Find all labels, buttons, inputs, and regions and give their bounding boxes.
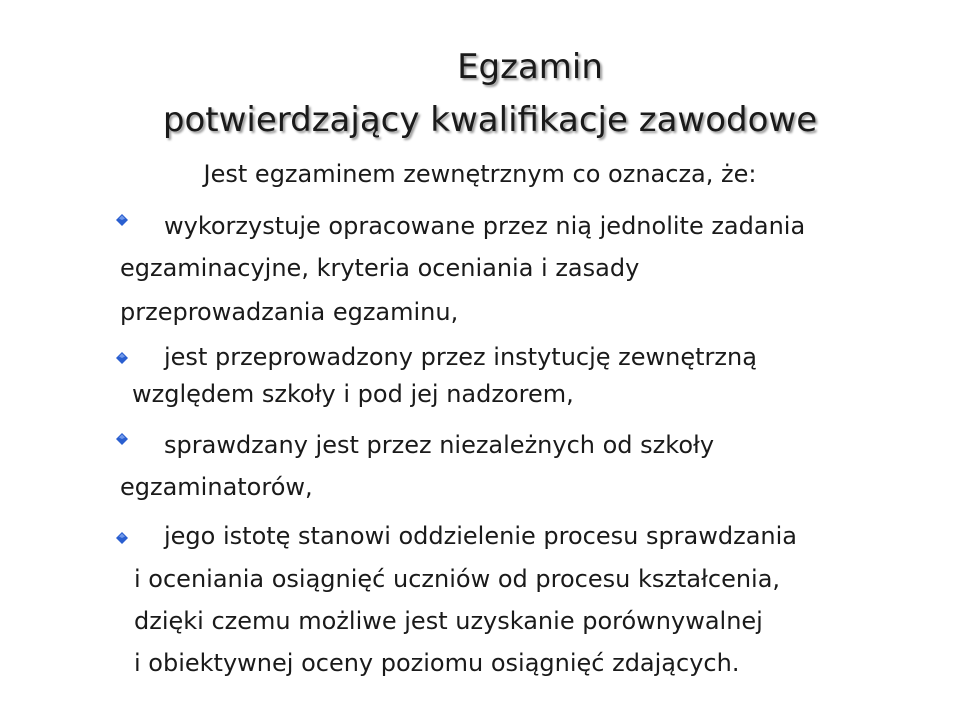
bullet-2-line-1: jest przeprowadzony przez instytucję zewnętrzną xyxy=(164,343,757,371)
bullet-4-line-3: dzięki czemu możliwe jest uzyskanie porównywalnej xyxy=(134,607,763,635)
bullet-2-line-2: względem szkoły i pod jej nadzorem, xyxy=(132,380,574,408)
slide-title-line-2: potwierdzający kwalifikacje zawodowe xyxy=(162,100,818,140)
blue-diamond-icon xyxy=(116,532,128,544)
slide-title-line-1: Egzamin xyxy=(457,47,603,87)
bullet-1-line-1: wykorzystuje opracowane przez nią jednolite zadania xyxy=(164,212,806,240)
blue-diamond-icon xyxy=(116,352,128,364)
bullet-4-line-1: jego istotę stanowi oddzielenie procesu sprawdzania xyxy=(164,522,798,550)
blue-diamond-icon xyxy=(116,433,128,445)
bullet-3-line-2: egzaminatorów, xyxy=(120,473,313,501)
bullet-1-line-2: egzaminacyjne, kryteria oceniania i zasady xyxy=(120,254,640,282)
bullet-3-line-1: sprawdzany jest przez niezależnych od szkoły xyxy=(164,431,715,459)
blue-diamond-icon xyxy=(116,214,128,226)
bullet-4-line-4: i obiektywnej oceny poziomu osiągnięć zdających. xyxy=(134,649,740,677)
intro-text: Jest egzaminem zewnętrznym co oznacza, że: xyxy=(203,160,757,188)
bullet-4-line-2: i oceniania osiągnięć uczniów od procesu kształcenia, xyxy=(134,565,781,593)
bullet-1-line-3: przeprowadzania egzaminu, xyxy=(120,298,459,326)
